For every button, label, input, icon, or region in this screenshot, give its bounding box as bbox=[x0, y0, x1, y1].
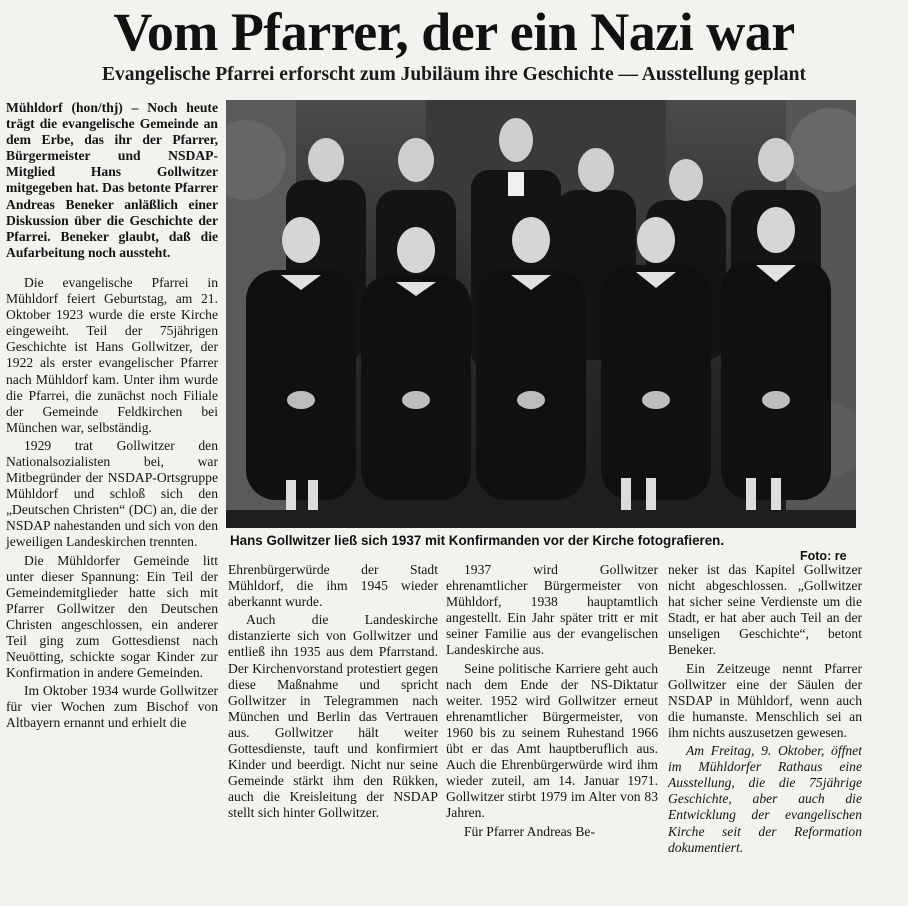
body-paragraph: Seine politische Karriere geht auch nach dem Ende der NS-Diktatur weiter. 1952 wird Gollwitzer erneut ehrenamtlicher Bürgermeister, von 1960 bis zu seinem Ruhestand 1966 übt er das Amt hauptberuflich aus. Auch die Ehrenbürgerwürde wird ihm wieder zuteil, am 14. Januar 1971. Gollwitzer stirbt 1979 im Alter von 83 Jahren. bbox=[446, 660, 658, 821]
subheadline: Evangelische Pfarrei erforscht zum Jubiläum ihre Geschichte — Ausstellung geplant bbox=[102, 64, 806, 85]
body-paragraph: neker ist das Kapitel Gollwitzer nicht abgeschlossen. „Gollwitzer hat sicher seine Verdienste um die Stadt, er hat aber auch Teil an der unseligen Geschichte“, betont Beneker. bbox=[668, 562, 862, 658]
body-paragraph: Die evangelische Pfarrei in Mühldorf feiert Geburtstag, am 21. Oktober 1923 wurde die erste Kirche eingeweiht. Teil der 75jährigen Geschichte ist Hans Gollwitzer, der 1922 als erster evangelischer Pfarrer nach Mühldorf kam. Unter ihm wurde die Pfarrei, die zunächst noch Filiale der Gemeinde Feldkirchen bei München war, selbständig. bbox=[6, 274, 218, 435]
photo-caption: Hans Gollwitzer ließ sich 1937 mit Konfirmanden vor der Kirche fotografieren. bbox=[230, 533, 725, 548]
article-column-1 bbox=[6, 100, 218, 732]
historic-group-photo bbox=[226, 100, 856, 528]
body-paragraph: 1937 wird Gollwitzer ehrenamtlicher Bürgermeister von Mühldorf, 1938 hauptamtlich angestellt. Ein Jahr später tritt er mit seiner Familie aus der evangelischen Landeskirche aus. bbox=[446, 562, 658, 658]
group-photo-image bbox=[226, 100, 856, 528]
headline: Vom Pfarrer, der ein Nazi war bbox=[113, 2, 795, 62]
lead-paragraph: Mühldorf (hon/thj) – Noch heute trägt die evangelische Gemeinde an dem Erbe, das ihr der Pfarrer, Bürgermeister und NSDAP-Mitglied Hans Gollwitzer mitgegeben hat. Das betonte Pfarrer Andreas Beneker anläßlich einer Diskussion über die Geschichte der Pfarrei. Beneker glaubt, daß die Aufarbeitung noch aussteht. bbox=[6, 100, 218, 260]
body-paragraph-italic: Am Freitag, 9. Oktober, öffnet im Mühldorfer Rathaus eine Ausstellung, die die 75jährige Geschichte, aber auch die Entwicklung der evangelischen Kirche seit der Reformation dokumentiert. bbox=[668, 743, 862, 855]
body-paragraph: Ehrenbürgerwürde der Stadt Mühldorf, die ihm 1945 wieder aberkannt wurde. bbox=[228, 562, 438, 610]
body-paragraph: Ein Zeitzeuge nennt Pfarrer Gollwitzer eine der Säulen der NSDAP in Mühldorf, wenn auch die humanste. Menschlich sei an ihm nichts auszusetzen gewesen. bbox=[668, 660, 862, 740]
article-column-4 bbox=[668, 562, 862, 856]
photo-credit: Foto: re bbox=[800, 549, 847, 563]
body-paragraph: Im Oktober 1934 wurde Gollwitzer für vier Wochen zum Bischof von Altbayern ernannt und erhielt die bbox=[6, 683, 218, 731]
body-paragraph: Für Pfarrer Andreas Be- bbox=[464, 823, 595, 839]
body-paragraph: Auch die Landeskirche distanzierte sich von Gollwitzer und entließ ihn 1935 aus dem Pfarrstand. Der Kirchenvorstand protestiert gegen diese Maßnahme und spricht Gollwitzer in Telegrammen nach München und Berlin das Vertrauen aus. Gollwitzer hält weiter Gottesdienste, tauft und konfirmiert Kinder und beerdigt. Nicht nur seine Gemeinde stärkt ihm den Rükken, auch die Kreisleitung der NSDAP stellt sich hinter Gollwitzer. bbox=[228, 612, 438, 821]
article-column-2 bbox=[228, 562, 438, 822]
article-column-3 bbox=[446, 562, 658, 840]
body-paragraph: 1929 trat Gollwitzer den Nationalsozialisten bei, war Mitbegründer der NSDAP-Ortsgruppe Mühldorf und schloß sich den „Deutschen Christen“ (DC) an, die der NSDAP nahestanden und sich von den jeweiligen Landeskirchen trennten. bbox=[6, 437, 218, 550]
body-paragraph: Die Mühldorfer Gemeinde litt unter dieser Spannung: Ein Teil der Gemeindemitglieder hatte sich mit Pfarrer Gollwitzer den Deutschen Christen angeschlossen, ein anderer Teil ging zum Gottesdienst nach Neuötting, schickte sogar Kinder zur Konfirmation in andere Gemeinden. bbox=[6, 552, 218, 681]
